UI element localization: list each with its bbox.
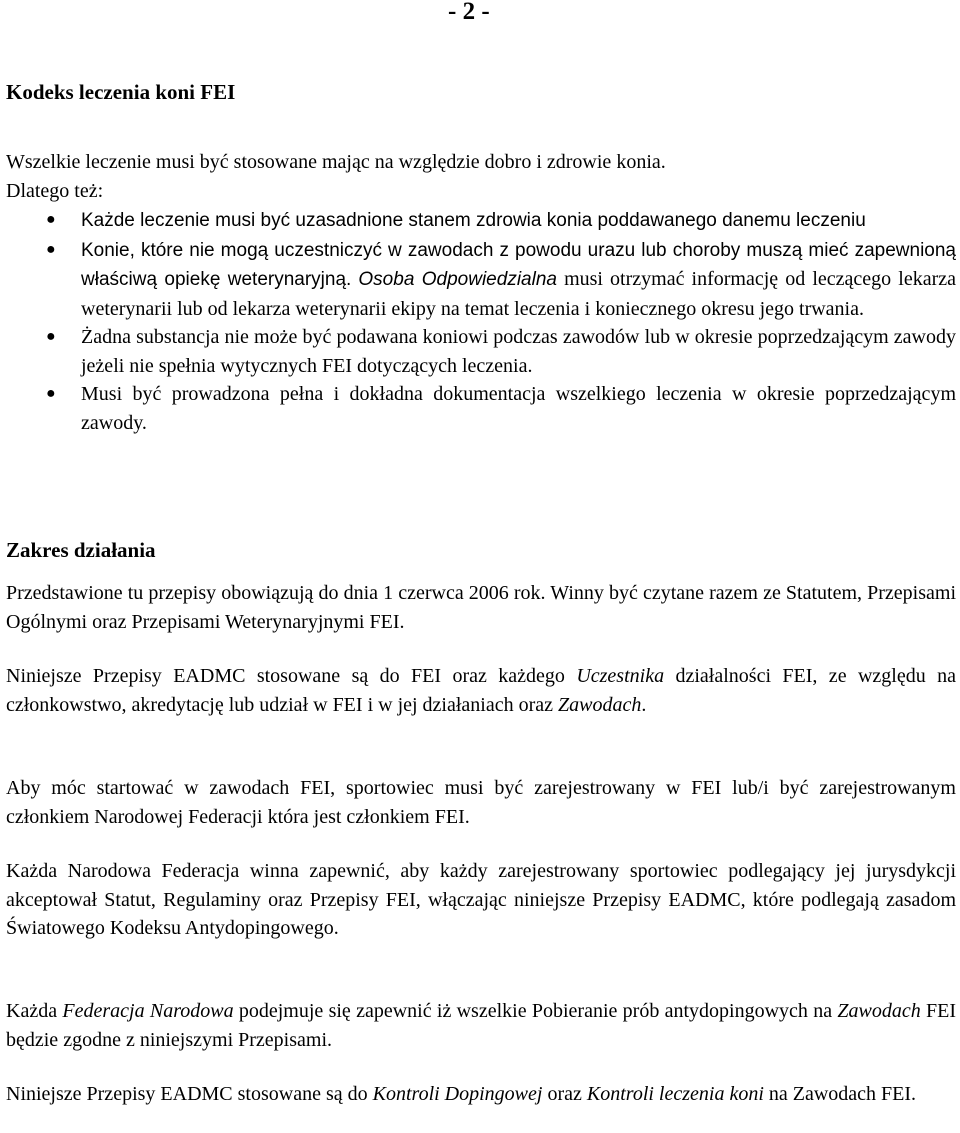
text-run: Niniejsze Przepisy EADMC stosowane są do FEI oraz każdego bbox=[6, 665, 565, 687]
section-title-codex: Kodeks leczenia koni FEI bbox=[6, 80, 236, 104]
text-emphasis: Uczestnika bbox=[576, 665, 665, 687]
text-run: . bbox=[641, 693, 647, 716]
list-item-text: Musi być prowadzona pełna i dokładna dokumentacja wszelkiego leczenia w okresie poprzedzającym zawody. bbox=[81, 383, 956, 434]
text-run: na Zawodach FEI. bbox=[768, 1083, 917, 1105]
text-run: oraz bbox=[547, 1083, 582, 1105]
text-emphasis: Federacja Narodowa bbox=[62, 1000, 234, 1022]
bullet-icon: ● bbox=[46, 240, 56, 258]
bullet-icon: ● bbox=[46, 211, 56, 228]
scope-paragraph-5 bbox=[6, 997, 956, 1054]
bullet-icon: ● bbox=[46, 328, 56, 345]
bullet-list bbox=[0, 206, 956, 437]
intro-line-1: Wszelkie leczenie musi być stosowane mając na względzie dobro i zdrowie konia. bbox=[6, 151, 666, 173]
section-title-scope: Zakres działania bbox=[6, 538, 156, 562]
list-item-text: Każde leczenie musi być uzasadnione stanem zdrowia konia poddawanego danemu leczeniu bbox=[81, 210, 866, 231]
intro-line-2: Dlatego też: bbox=[6, 179, 104, 202]
text-emphasis: Zawodach bbox=[558, 693, 642, 716]
text-run: FEI będzie zgodne z niniejszymi Przepisami. bbox=[6, 1000, 957, 1051]
text-emphasis: Kontroli leczenia koni bbox=[586, 1083, 764, 1105]
text-run: działalności FEI, ze względu na członkowstwo, akredytację lub udział w FEI i w jej działaniach oraz bbox=[6, 665, 957, 716]
list-item bbox=[0, 236, 956, 324]
text-run: Każda bbox=[6, 1000, 58, 1022]
list-item-text: musi otrzymać informację od leczącego lekarza weterynarii lub od lekarza weterynarii ekipy na temat leczenia i koniecznego okresu jego trwania. bbox=[81, 268, 956, 320]
scope-paragraph-4: Każda Narodowa Federacja winna zapewnić, aby każdy zarejestrowany sportowiec podlegający jej jurysdykcji akceptował Statut, Regulaminy oraz Przepisy FEI, włączając niniejsze Przepisy EADMC, które podlegają zasadom Światowego Kodeksu Antydopingowego. bbox=[6, 860, 956, 939]
scope-paragraph-3: Aby móc startować w zawodach FEI, sportowiec musi być zarejestrowany w FEI lub/i być zarejestrowanym członkiem Narodowej Federacji która jest członkiem FEI. bbox=[6, 777, 956, 828]
text-emphasis: Zawodach bbox=[837, 1000, 921, 1022]
list-item-emphasis: Osoba Odpowiedzialna bbox=[358, 269, 557, 290]
text-run: podejmuje się zapewnić iż wszelkie Pobieranie prób antydopingowych na bbox=[238, 1000, 833, 1022]
scope-paragraph-1: Przedstawione tu przepisy obowiązują do dnia 1 czerwca 2006 rok. Winny być czytane razem ze Statutem, Przepisami Ogólnymi oraz Przepisami Weterynaryjnymi FEI. bbox=[6, 582, 956, 633]
list-item bbox=[0, 380, 956, 437]
page-number: - 2 - bbox=[448, 0, 490, 25]
text-run: Niniejsze Przepisy EADMC stosowane są do bbox=[6, 1083, 368, 1105]
list-item bbox=[0, 206, 956, 236]
list-item-text: Konie, które nie mogą uczestniczyć w zawodach z powodu urazu lub choroby muszą mieć zapewnioną właściwą opiekę weterynaryjną. bbox=[81, 239, 956, 290]
scope-paragraph-6 bbox=[6, 1080, 956, 1109]
list-item bbox=[0, 323, 956, 380]
scope-paragraph-2 bbox=[6, 662, 956, 719]
intro-paragraph bbox=[6, 148, 956, 205]
list-item-text: Żadna substancja nie może być podawana koniowi podczas zawodów lub w okresie poprzedzającym zawody jeżeli nie spełnia wytycznych FEI dotyczących leczenia. bbox=[81, 326, 956, 377]
text-emphasis: Kontroli Dopingowej bbox=[372, 1083, 543, 1105]
bullet-icon: ● bbox=[46, 385, 56, 402]
